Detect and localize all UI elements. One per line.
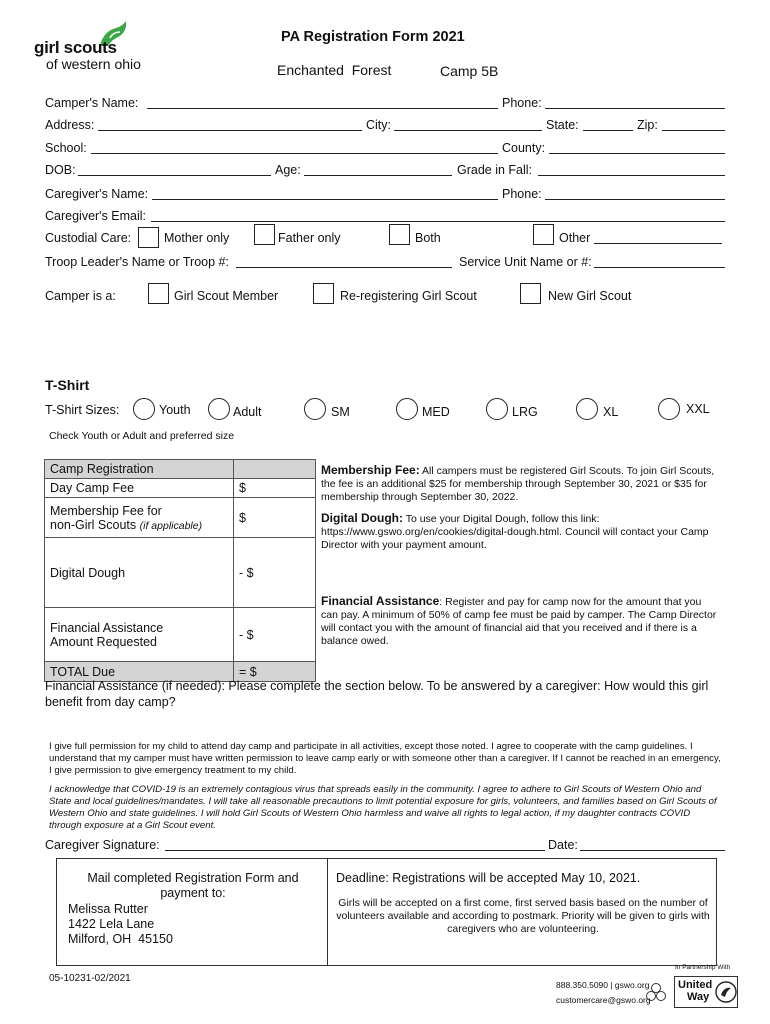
- grade-field[interactable]: [538, 175, 725, 176]
- form-code: 05-10231-02/2021: [49, 973, 131, 984]
- dob-label: DOB:: [45, 163, 76, 177]
- camp-code: Camp 5B: [440, 63, 499, 79]
- father-only-checkbox[interactable]: [254, 224, 275, 245]
- fin-info-heading: Financial Assistance: [321, 594, 440, 608]
- fin-assist-label: [45, 608, 234, 662]
- united-way-hand-icon: [715, 981, 737, 1003]
- both-label: Both: [415, 231, 441, 245]
- membership-info-heading: Membership Fee:: [321, 463, 420, 477]
- xxl-radio[interactable]: [658, 398, 680, 420]
- if-applicable: (if applicable): [139, 519, 203, 532]
- total-due-label: TOTAL Due: [45, 662, 234, 682]
- campers-name-label: Camper's Name:: [45, 96, 139, 110]
- other-checkbox[interactable]: [533, 224, 554, 245]
- city-field[interactable]: [394, 130, 542, 131]
- zip-label: Zip:: [637, 118, 658, 132]
- zip-field[interactable]: [662, 130, 725, 131]
- caregivers-email-label: Caregiver's Email:: [45, 209, 147, 223]
- phone2-label: Phone:: [502, 187, 542, 201]
- caregivers-email-field[interactable]: [151, 221, 725, 222]
- camper-type-label: Camper is a:: [45, 289, 116, 303]
- service-unit-field[interactable]: [594, 267, 725, 268]
- xl-radio[interactable]: [576, 398, 598, 420]
- re-registering-label: Re-registering Girl Scout: [340, 289, 477, 303]
- address-label: Address:: [45, 118, 95, 132]
- age-field[interactable]: [304, 175, 452, 176]
- med-label: MED: [422, 405, 450, 419]
- adult-radio[interactable]: [208, 398, 230, 420]
- grade-label: Grade in Fall:: [457, 163, 533, 177]
- dough-info: [321, 512, 721, 552]
- dough-info-heading: Digital Dough:: [321, 511, 403, 525]
- deadline-text: Girls will be accepted on a first come, first served basis based on the number of volunteers available and according to postmark. Priority will be given to girls with caregivers who are volunteering.: [336, 897, 710, 935]
- phone2-field[interactable]: [545, 199, 725, 200]
- mail-line2: payment to:: [160, 886, 226, 900]
- day-camp-fee-label: Day Camp Fee: [45, 479, 234, 498]
- camp-name: Enchanted Forest: [277, 62, 392, 78]
- total-due-amount[interactable]: = $: [234, 662, 316, 682]
- lrg-radio[interactable]: [486, 398, 508, 420]
- tshirt-heading: T-Shirt: [45, 377, 90, 393]
- custodial-care-label: Custodial Care:: [45, 231, 132, 245]
- membership-line2: non-Girl Scouts: [50, 517, 137, 532]
- membership-info-text: All campers must be registered Girl Scouts. To join Girl Scouts, the fee is an additional $25 for membership through September 30, 2021 or $35 for membership through September 30, 2022.: [321, 465, 715, 503]
- mail-box: [56, 858, 328, 966]
- address-field[interactable]: [98, 130, 362, 131]
- other-label: Other: [559, 231, 591, 245]
- trefoil-outline-icon: [645, 982, 667, 1004]
- footer-phone: 888.350.5090 | gswo.org: [556, 980, 650, 990]
- digital-dough-amount[interactable]: - $: [234, 538, 316, 608]
- day-camp-fee-amount[interactable]: $: [234, 479, 316, 498]
- girl-scout-member-checkbox[interactable]: [148, 283, 169, 304]
- caregivers-name-field[interactable]: [152, 199, 498, 200]
- membership-line1: Membership Fee for: [50, 503, 162, 518]
- membership-info: [321, 464, 721, 504]
- membership-fee-amount[interactable]: $: [234, 498, 316, 538]
- xl-label: XL: [603, 405, 619, 419]
- fin-info-text: : Register and pay for camp now for the amount that you can pay. A minimum of 50% of camp fee must be paid by camper. The Camp Director will contact you with the amount of financial aid that you received and if there is a balance owed.: [321, 596, 717, 647]
- signature-label: Caregiver Signature:: [45, 838, 160, 852]
- school-field[interactable]: [91, 153, 498, 154]
- mail-line1: Mail completed Registration Form and: [87, 871, 299, 885]
- fin-assist-amount[interactable]: - $: [234, 608, 316, 662]
- date-label: Date:: [548, 838, 578, 852]
- caregivers-name-label: Caregiver's Name:: [45, 187, 149, 201]
- membership-fee-label: [45, 498, 234, 538]
- mail-name: Melissa Rutter: [68, 902, 148, 916]
- united-way-logo: [674, 976, 738, 1008]
- youth-radio[interactable]: [133, 398, 155, 420]
- covid-text: I acknowledge that COVID-19 is an extremely contagious virus that spreads easily in the community. I agree to adhere to Girl Scouts of Western Ohio and State and local guidelines/mandates. I will take all reasonable precautions to limit potential exposure for girls, volunteers, and families based on Girl Scouts of Western Ohio and state guidelines. I will hold Girl Scouts of Western Ohio harmless and waive all rights to legal action, if my daughter contracts COVID through exposure at a Girl Scout event.: [49, 784, 717, 831]
- med-radio[interactable]: [396, 398, 418, 420]
- girl-scout-member-label: Girl Scout Member: [174, 289, 279, 303]
- mail-city: Milford, OH 45150: [68, 932, 173, 946]
- state-field[interactable]: [583, 130, 633, 131]
- youth-label: Youth: [159, 403, 191, 417]
- mother-only-checkbox[interactable]: [138, 227, 159, 248]
- logo-line2: of western ohio: [46, 56, 141, 72]
- fee-table: [44, 459, 316, 682]
- digital-dough-label: Digital Dough: [45, 538, 234, 608]
- troop-leader-field[interactable]: [236, 267, 452, 268]
- form-title: PA Registration Form 2021: [281, 29, 465, 45]
- deadline-box: [327, 858, 717, 966]
- deadline-title: Deadline: Registrations will be accepted May 10, 2021.: [336, 871, 641, 885]
- fee-table-header-blank: [234, 460, 316, 479]
- adult-label: Adult: [233, 405, 262, 419]
- dob-field[interactable]: [78, 175, 271, 176]
- xxl-label: XXL: [686, 402, 710, 416]
- footer-email: customercare@gswo.org: [556, 995, 651, 1005]
- fin-info: [321, 595, 721, 648]
- other-field[interactable]: [594, 243, 722, 244]
- tshirt-sizes-label: T-Shirt Sizes:: [45, 403, 120, 417]
- fa-question: Financial Assistance (if needed): Please complete the section below. To be answered by a caregiver: How would this girl benefit from day camp?: [45, 679, 709, 709]
- school-label: School:: [45, 141, 87, 155]
- mother-only-label: Mother only: [164, 231, 230, 245]
- sm-radio[interactable]: [304, 398, 326, 420]
- county-field[interactable]: [549, 153, 725, 154]
- signature-field[interactable]: [165, 850, 545, 851]
- sm-label: SM: [331, 405, 350, 419]
- fee-table-header: Camp Registration: [45, 460, 234, 479]
- united-way-line2: Way: [687, 991, 710, 1003]
- fin-line2: Amount Requested: [50, 634, 158, 649]
- permission-text: I give full permission for my child to attend day camp and participate in all activities, except those noted. I agree to cooperate with the camp guidelines. I understand that my camper must have written permission to leave camp early or with someone other than a caregiver. If I cannot be reached in an emergency, I give permission to give emergency treatment to my child.: [49, 741, 721, 776]
- new-girl-scout-checkbox[interactable]: [520, 283, 541, 304]
- city-label: City:: [366, 118, 391, 132]
- both-checkbox[interactable]: [389, 224, 410, 245]
- dough-info-text: To use your Digital Dough, follow this link: https://www.gswo.org/en/cookies/digital-dough.html. Council will contact your Camp Director with your payment amount.: [321, 513, 709, 551]
- tshirt-note: Check Youth or Adult and preferred size: [49, 430, 235, 442]
- phone-field[interactable]: [545, 108, 725, 109]
- united-way-line1: United: [678, 979, 713, 991]
- service-unit-label: Service Unit Name or #:: [459, 255, 592, 269]
- fin-line1: Financial Assistance: [50, 620, 164, 635]
- partnership-label: In Partnership With: [675, 964, 731, 971]
- county-label: County:: [502, 141, 546, 155]
- age-label: Age:: [275, 163, 301, 177]
- logo-line1: girl scouts: [34, 38, 117, 57]
- new-girl-scout-label: New Girl Scout: [548, 289, 632, 303]
- state-label: State:: [546, 118, 579, 132]
- re-registering-checkbox[interactable]: [313, 283, 334, 304]
- mail-street: 1422 Lela Lane: [68, 917, 155, 931]
- date-field[interactable]: [580, 850, 725, 851]
- father-only-label: Father only: [278, 231, 341, 245]
- phone-label: Phone:: [502, 96, 542, 110]
- lrg-label: LRG: [512, 405, 538, 419]
- campers-name-field[interactable]: [147, 108, 498, 109]
- troop-leader-label: Troop Leader's Name or Troop #:: [45, 255, 229, 269]
